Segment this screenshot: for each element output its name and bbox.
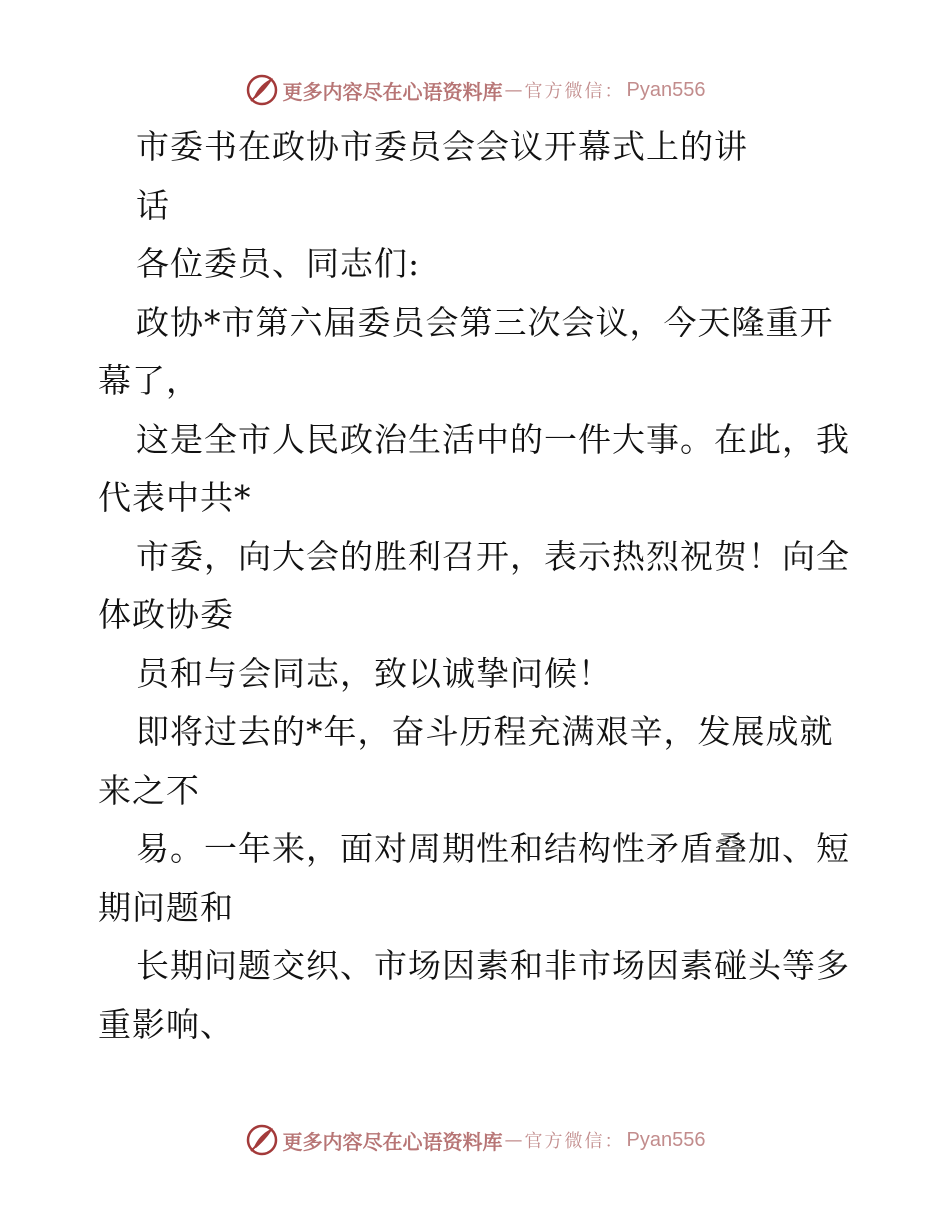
doc-title-line-2: 话 (136, 185, 170, 225)
banner-dash: — (504, 79, 523, 101)
doc-line: 代表中共* (98, 478, 252, 517)
banner-library-text: 更多内容尽在心语资料库 (282, 1129, 503, 1154)
banner-dash: — (504, 1129, 523, 1151)
banner-wechat-id: Pyan556 (626, 1128, 706, 1151)
doc-line: 这是全市人民政治生活中的一件大事。在此，我 (136, 419, 850, 459)
quill-logo-icon (245, 1123, 279, 1157)
doc-line: 幕了， (98, 361, 200, 400)
doc-line: 市委，向大会的胜利召开，表示热烈祝贺！向全 (136, 536, 850, 576)
footer-banner (0, 1120, 950, 1160)
banner-wechat-id: Pyan556 (626, 78, 706, 101)
doc-title-line-1: 市委书在政协市委员会会议开幕式上的讲 (136, 127, 748, 166)
banner-library-text: 更多内容尽在心语资料库 (282, 79, 503, 104)
doc-line: 即将过去的*年，奋斗历程充满艰辛，发展成就 (136, 712, 834, 751)
doc-line: 重影响、 (98, 1004, 234, 1044)
doc-line: 来之不 (98, 770, 200, 810)
banner-wechat-label: 官方微信： (524, 1131, 625, 1152)
doc-line: 员和与会同志，致以诚挚问候！ (136, 653, 612, 693)
doc-line: 政协*市第六届委员会第三次会议，今天隆重开 (136, 302, 834, 342)
quill-logo-icon (245, 73, 279, 107)
doc-line: 易。一年来，面对周期性和结构性矛盾叠加、短 (136, 829, 850, 868)
document-body (98, 118, 858, 1054)
banner-wechat-label: 官方微信： (524, 81, 625, 102)
header-banner (0, 70, 950, 110)
doc-line: 期问题和 (98, 887, 234, 927)
doc-line: 体政协委 (98, 595, 234, 634)
doc-line: 长期问题交织、市场因素和非市场因素碰头等多 (136, 946, 850, 985)
doc-salutation: 各位委员、同志们: (136, 244, 421, 283)
